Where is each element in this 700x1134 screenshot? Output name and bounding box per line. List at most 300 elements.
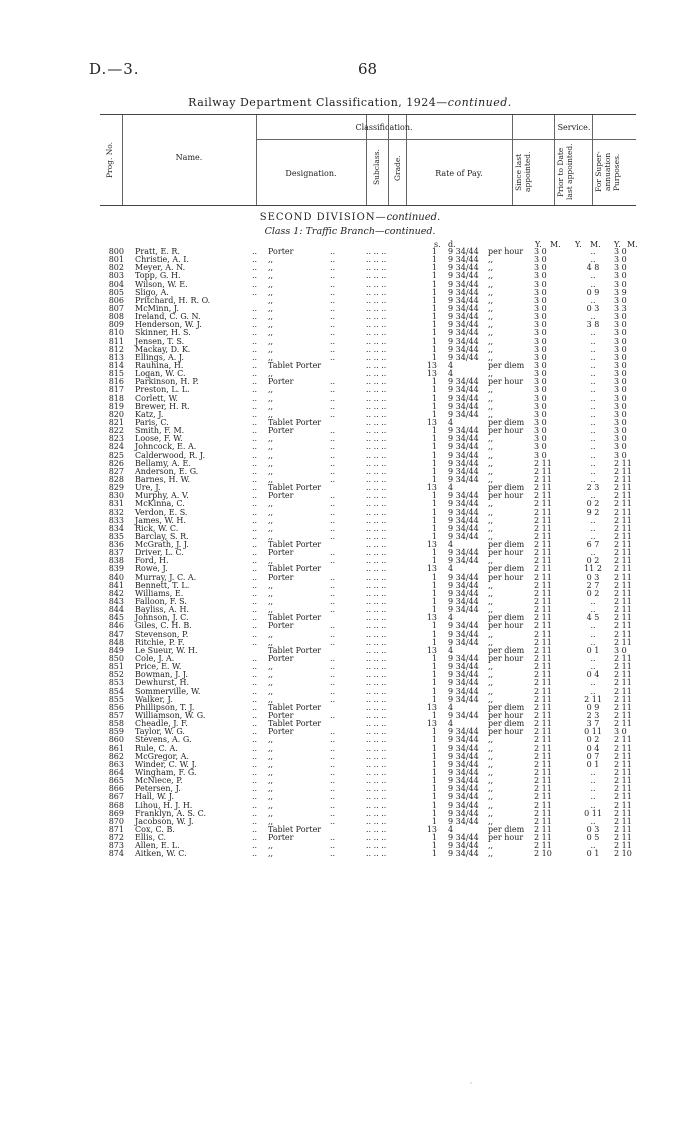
- employee-name: Williamson, W. G.: [135, 711, 206, 721]
- service-prior: ..: [590, 686, 596, 696]
- service-prior: ..: [590, 531, 596, 541]
- leader-dots: .. .. ..: [366, 540, 387, 550]
- prog-no: 810: [108, 328, 124, 338]
- prog-no: 861: [108, 743, 124, 753]
- leader-dots: ..: [252, 816, 258, 826]
- leader-dots: ..: [330, 426, 336, 436]
- prog-no: 803: [108, 271, 124, 281]
- prog-no: 868: [108, 800, 124, 810]
- designation: ,,: [268, 637, 274, 647]
- leader-dots: ..: [252, 719, 258, 729]
- employee-name: Brewer, H. R.: [135, 401, 190, 411]
- service-prior: ..: [590, 442, 596, 452]
- leader-dots: .. .. ..: [366, 686, 387, 696]
- prog-no: 825: [108, 450, 124, 460]
- service-prior: ..: [590, 629, 596, 639]
- service-since-last: 3 0: [534, 426, 547, 436]
- leader-dots: .. .. ..: [366, 287, 387, 297]
- pay-period: ,,: [488, 466, 494, 476]
- pay-period: ,,: [488, 792, 494, 802]
- rate-of-pay: 9 34/44: [448, 377, 479, 387]
- leader-dots: .. .. ..: [366, 271, 387, 281]
- leader-dots: .. .. ..: [366, 588, 387, 598]
- leader-dots: ..: [330, 287, 336, 297]
- service-since-last: 2 11: [534, 735, 552, 745]
- designation: ,,: [268, 743, 274, 753]
- leader-dots: ..: [330, 637, 336, 647]
- prog-no: 835: [108, 531, 124, 541]
- leader-dots: ..: [330, 458, 336, 468]
- prog-no: 834: [108, 523, 124, 533]
- leader-dots: ..: [252, 613, 258, 623]
- leader-dots: ..: [252, 271, 258, 281]
- subclass: 1: [431, 678, 437, 688]
- employee-name: Pritchard, H. R. O.: [135, 295, 211, 305]
- rate-of-pay: 9 34/44: [448, 759, 479, 769]
- service-superannuation: 3 0: [614, 271, 627, 281]
- service-prior: ..: [590, 312, 596, 322]
- prog-no: 813: [108, 352, 124, 362]
- leader-dots: ..: [330, 686, 336, 696]
- subclass: 13: [426, 417, 437, 427]
- service-superannuation: 2 11: [614, 702, 632, 712]
- leader-dots: ..: [252, 352, 258, 362]
- pay-period: ,,: [488, 255, 494, 265]
- divider: [512, 139, 636, 140]
- service-since-last: 2 11: [534, 572, 552, 582]
- subclass: 1: [431, 328, 437, 338]
- rate-of-pay: 9 34/44: [448, 678, 479, 688]
- rate-of-pay: 9 34/44: [448, 515, 479, 525]
- leader-dots: ..: [330, 792, 336, 802]
- service-since-last: 2 11: [534, 727, 552, 737]
- designation: ,,: [268, 768, 274, 777]
- service-prior: ..: [590, 800, 596, 810]
- prog-no: 869: [108, 808, 124, 818]
- rate-of-pay: 9 34/44: [448, 556, 479, 566]
- leader-dots: ..: [252, 735, 258, 745]
- employee-name: McMinn, J.: [135, 303, 179, 313]
- prog-no: 870: [108, 816, 124, 826]
- service-prior: ..: [590, 401, 596, 411]
- document-code: D.—3.: [89, 60, 140, 78]
- rate-of-pay: 9 34/44: [448, 344, 479, 354]
- employee-name: Pratt, E. R.: [135, 247, 180, 256]
- service-since-last: 3 0: [534, 352, 547, 362]
- leader-dots: ..: [330, 711, 336, 721]
- service-superannuation: 3 3: [614, 303, 627, 313]
- prog-no: 867: [108, 792, 124, 802]
- leader-dots: .. .. ..: [366, 824, 387, 834]
- service-since-last: 2 11: [534, 474, 552, 484]
- pay-period: ,,: [488, 295, 494, 305]
- page-mark: ,: [470, 1077, 473, 1085]
- leader-dots: ..: [252, 474, 258, 484]
- service-since-last: 2 11: [534, 654, 552, 664]
- pay-period: ,,: [488, 409, 494, 419]
- service-superannuation: 2 11: [614, 491, 632, 501]
- subclass: 1: [431, 792, 437, 802]
- service-superannuation: 2 11: [614, 613, 632, 623]
- employee-name: Cheadle, J. F.: [135, 719, 188, 729]
- designation: ,,: [268, 352, 274, 362]
- pay-period: ,,: [488, 401, 494, 411]
- employee-name: Rowe, J.: [135, 564, 168, 574]
- leader-dots: ..: [330, 401, 336, 411]
- prog-no: 820: [108, 409, 124, 419]
- designation: ,,: [268, 328, 274, 338]
- leader-dots: ..: [330, 816, 336, 826]
- prog-no: 848: [108, 637, 124, 647]
- leader-dots: ..: [330, 768, 336, 777]
- service-superannuation: 2 11: [614, 548, 632, 558]
- pay-period: per hour: [488, 247, 524, 256]
- leader-dots: ..: [330, 320, 336, 330]
- service-superannuation: 3 0: [614, 263, 627, 273]
- pay-period: ,,: [488, 784, 494, 794]
- subclass: 13: [426, 483, 437, 493]
- pay-period: per diem: [488, 360, 525, 370]
- prog-no: 818: [108, 393, 124, 403]
- service-superannuation: 2 11: [614, 711, 632, 721]
- prior-header: Prior to Date last appointed.: [556, 143, 574, 201]
- pay-period: per diem: [488, 824, 525, 834]
- pay-period: ,,: [488, 605, 494, 615]
- service-superannuation: 3 0: [614, 352, 627, 362]
- service-since-last: 2 11: [534, 645, 552, 655]
- leader-dots: ..: [252, 507, 258, 517]
- pay-period: ,,: [488, 450, 494, 460]
- leader-dots: ..: [330, 800, 336, 810]
- designation: Tablet Porter: [268, 824, 322, 834]
- service-since-last: 2 11: [534, 540, 552, 550]
- leader-dots: .. .. ..: [366, 849, 387, 859]
- rate-of-pay: 9 34/44: [448, 686, 479, 696]
- service-superannuation: 2 11: [614, 564, 632, 574]
- leader-dots: ..: [330, 328, 336, 338]
- designation: ,,: [268, 499, 274, 509]
- employee-name: Bowman, J. J.: [135, 670, 188, 680]
- leader-dots: ..: [330, 654, 336, 664]
- leader-dots: .. .. ..: [366, 776, 387, 786]
- pay-period: ,,: [488, 507, 494, 517]
- service-superannuation: 2 11: [614, 483, 632, 493]
- leader-dots: ..: [252, 393, 258, 403]
- service-superannuation: 2 11: [614, 719, 632, 729]
- subclass: 13: [426, 360, 437, 370]
- employee-name: Jacobson, W. J.: [135, 816, 194, 826]
- designation: ,,: [268, 385, 274, 395]
- leader-dots: ..: [252, 605, 258, 615]
- service-superannuation: 3 0: [614, 426, 627, 436]
- rate-of-pay: 9 34/44: [448, 694, 479, 704]
- leader-dots: .. .. ..: [366, 605, 387, 615]
- service-since-last: 2 11: [534, 621, 552, 631]
- service-superannuation: 2 11: [614, 588, 632, 598]
- designation: ,,: [268, 312, 274, 322]
- service-prior: 0 2: [586, 735, 600, 745]
- leader-dots: ..: [252, 833, 258, 843]
- leader-dots: ..: [252, 426, 258, 436]
- subclass: 1: [431, 735, 437, 745]
- prog-no: 836: [108, 540, 124, 550]
- leader-dots: .. .. ..: [366, 474, 387, 484]
- employee-name: Katz, J.: [135, 409, 164, 419]
- service-since-last: 3 0: [534, 295, 547, 305]
- service-prior: ..: [590, 369, 596, 379]
- service-superannuation: 3 0: [614, 320, 627, 330]
- leader-dots: .. .. ..: [366, 629, 387, 639]
- leader-dots: ..: [252, 841, 258, 851]
- employee-name: Ford, H.: [135, 556, 169, 566]
- pay-period: ,,: [488, 751, 494, 761]
- service-superannuation: 3 0: [614, 295, 627, 305]
- rate-of-pay: 9 34/44: [448, 654, 479, 664]
- leader-dots: .. .. ..: [366, 751, 387, 761]
- service-since-last: 2 11: [534, 483, 552, 493]
- employee-name: Preston, L. L.: [135, 385, 190, 395]
- employee-name: Rauhina, H.: [135, 360, 184, 370]
- designation: ,,: [268, 678, 274, 688]
- pay-period: ,,: [488, 328, 494, 338]
- leader-dots: ..: [330, 312, 336, 322]
- subclass: 1: [431, 751, 437, 761]
- employee-name: Falloon, F. S.: [135, 597, 187, 607]
- pay-period: ,,: [488, 344, 494, 354]
- service-superannuation: 2 11: [614, 515, 632, 525]
- subclass: 1: [431, 605, 437, 615]
- superannuation-header: For Super-annuation Purposes.: [594, 151, 621, 193]
- service-since-last: 2 11: [534, 686, 552, 696]
- rate-of-pay: 9 34/44: [448, 792, 479, 802]
- employee-name: Walker, J.: [135, 694, 173, 704]
- designation: ,,: [268, 393, 274, 403]
- prog-no: 811: [108, 336, 124, 346]
- leader-dots: .. .. ..: [366, 833, 387, 843]
- employee-name: Mackay, D. K.: [135, 344, 191, 354]
- since-last-header: Since last appointed.: [514, 151, 532, 193]
- prog-no: 815: [108, 369, 124, 379]
- designation: ,,: [268, 515, 274, 525]
- prog-no: 816: [108, 377, 124, 387]
- rate-of-pay: 9 34/44: [448, 287, 479, 297]
- leader-dots: ..: [330, 556, 336, 566]
- leader-dots: .. .. ..: [366, 694, 387, 704]
- leader-dots: ..: [330, 580, 336, 590]
- leader-dots: ..: [330, 491, 336, 501]
- subclass: 13: [426, 369, 437, 379]
- service-superannuation: 2 11: [614, 800, 632, 810]
- grade-header: Grade.: [393, 155, 402, 181]
- prog-no: 863: [108, 759, 124, 769]
- service-since-last: 2 11: [534, 588, 552, 598]
- service-superannuation: 2 11: [614, 466, 632, 476]
- designation: ,,: [268, 263, 274, 273]
- designation: ,,: [268, 694, 274, 704]
- prog-no: 849: [108, 645, 124, 655]
- leader-dots: .. .. ..: [366, 808, 387, 818]
- leader-dots: .. .. ..: [366, 735, 387, 745]
- service-superannuation: 2 11: [614, 808, 632, 818]
- pay-period: ,,: [488, 670, 494, 680]
- service-prior: ..: [590, 426, 596, 436]
- designation: ,,: [268, 588, 274, 598]
- leader-dots: .. .. ..: [366, 312, 387, 322]
- rate-of-pay: 9 34/44: [448, 849, 479, 859]
- classification-header: Classification.: [355, 123, 413, 132]
- leader-dots: ..: [330, 271, 336, 281]
- designation: ,,: [268, 271, 274, 281]
- service-prior: ..: [590, 450, 596, 460]
- subclass: 13: [426, 645, 437, 655]
- service-superannuation: 3 0: [614, 434, 627, 444]
- service-prior: ..: [590, 247, 596, 256]
- employee-name: Johncock, E. A.: [135, 442, 197, 452]
- pay-period: ,,: [488, 597, 494, 607]
- leader-dots: .. .. ..: [366, 491, 387, 501]
- service-prior: ..: [590, 409, 596, 419]
- subclass: 1: [431, 800, 437, 810]
- divider: [256, 139, 512, 140]
- prog-no: 809: [108, 320, 124, 330]
- service-prior: 4 5: [586, 613, 600, 623]
- subclass: 1: [431, 784, 437, 794]
- service-since-last: 2 11: [534, 743, 552, 753]
- service-prior: ..: [590, 597, 596, 607]
- service-prior: ..: [590, 377, 596, 387]
- table-row: [0, 850, 700, 858]
- service-since-last: 2 11: [534, 637, 552, 647]
- rate-of-pay: 9 34/44: [448, 629, 479, 639]
- subclass: 1: [431, 377, 437, 387]
- pay-period: per hour: [488, 711, 524, 721]
- leader-dots: ..: [252, 621, 258, 631]
- rate-of-pay: 9 34/44: [448, 312, 479, 322]
- leader-dots: ..: [330, 474, 336, 484]
- pay-period: ,,: [488, 369, 494, 379]
- employee-name: Murray, J. C. A.: [135, 572, 197, 582]
- leader-dots: ..: [252, 483, 258, 493]
- leader-dots: .. .. ..: [366, 295, 387, 305]
- leader-dots: ..: [330, 303, 336, 313]
- designation: ,,: [268, 320, 274, 330]
- leader-dots: ..: [252, 540, 258, 550]
- leader-dots: ..: [252, 759, 258, 769]
- leader-dots: .. .. ..: [366, 572, 387, 582]
- service-since-last: 3 0: [534, 247, 547, 256]
- designation: ,,: [268, 759, 274, 769]
- leader-dots: .. .. ..: [366, 401, 387, 411]
- prog-no: 832: [108, 507, 124, 517]
- service-prior: 2 11: [584, 694, 602, 704]
- subclass: 1: [431, 320, 437, 330]
- pay-period: per diem: [488, 613, 525, 623]
- service-since-last: 2 10: [534, 849, 552, 859]
- rate-of-pay: 9 34/44: [448, 295, 479, 305]
- leader-dots: ..: [252, 580, 258, 590]
- prog-no: 839: [108, 564, 124, 574]
- subclass: 1: [431, 572, 437, 582]
- leader-dots: ..: [330, 735, 336, 745]
- service-prior: ..: [590, 344, 596, 354]
- leader-dots: ..: [252, 287, 258, 297]
- prog-no: 873: [108, 841, 124, 851]
- service-since-last: 2 11: [534, 523, 552, 533]
- service-since-last: 2 11: [534, 499, 552, 509]
- leader-dots: .. .. ..: [366, 678, 387, 688]
- service-since-last: 2 11: [534, 564, 552, 574]
- employee-name: Hall, W. J.: [135, 792, 174, 802]
- subclass: 1: [431, 474, 437, 484]
- designation: Tablet Porter: [268, 702, 322, 712]
- service-superannuation: 3 0: [614, 450, 627, 460]
- rate-of-pay: 9 34/44: [448, 727, 479, 737]
- rate-of-pay: 4: [448, 540, 454, 550]
- rate-of-pay: 9 34/44: [448, 531, 479, 541]
- leader-dots: ..: [330, 263, 336, 273]
- leader-dots: ..: [252, 727, 258, 737]
- employee-name: Verdon, E. S.: [135, 507, 188, 517]
- service-superannuation: 3 0: [614, 401, 627, 411]
- prog-no: 801: [108, 255, 124, 265]
- employee-name: Driver, L. C.: [135, 548, 184, 558]
- service-superannuation: 2 11: [614, 816, 632, 826]
- service-prior: 9 2: [586, 507, 600, 517]
- rate-of-pay: 4: [448, 702, 454, 712]
- leader-dots: .. .. ..: [366, 702, 387, 712]
- subclass: 1: [431, 426, 437, 436]
- rate-of-pay: 9 34/44: [448, 458, 479, 468]
- prog-no: 871: [108, 824, 124, 834]
- subclass: 1: [431, 401, 437, 411]
- employee-name: Cole, J. A.: [135, 654, 175, 664]
- rate-of-pay: 9 34/44: [448, 743, 479, 753]
- subclass: 13: [426, 564, 437, 574]
- designation: Porter: [268, 621, 294, 631]
- subclass: 1: [431, 271, 437, 281]
- service-since-last: 3 0: [534, 360, 547, 370]
- subclass: 1: [431, 466, 437, 476]
- leader-dots: ..: [252, 670, 258, 680]
- unit-s: s.: [434, 240, 441, 249]
- service-since-last: 2 11: [534, 833, 552, 843]
- designation: Porter: [268, 491, 294, 501]
- pay-period: ,,: [488, 393, 494, 403]
- service-superannuation: 3 0: [614, 360, 627, 370]
- subclass: 1: [431, 344, 437, 354]
- leader-dots: ..: [330, 605, 336, 615]
- designation: ,,: [268, 442, 274, 452]
- service-since-last: 3 0: [534, 312, 547, 322]
- pay-period: ,,: [488, 271, 494, 281]
- leader-dots: ..: [330, 588, 336, 598]
- unit-y: Y.: [614, 240, 621, 249]
- leader-dots: ..: [330, 743, 336, 753]
- prog-no: 819: [108, 401, 124, 411]
- service-prior: 0 11: [584, 727, 602, 737]
- service-superannuation: 3 0: [614, 247, 627, 256]
- leader-dots: .. .. ..: [366, 426, 387, 436]
- unit-d: d.: [448, 240, 456, 249]
- pay-period: ,,: [488, 816, 494, 826]
- unit-y: Y.: [575, 240, 582, 249]
- pay-period: per hour: [488, 727, 524, 737]
- designation: ,,: [268, 776, 274, 786]
- employee-name: Price, E. W.: [135, 662, 182, 672]
- service-prior: 0 2: [586, 499, 600, 509]
- service-superannuation: 2 11: [614, 499, 632, 509]
- rate-of-pay: 4: [448, 824, 454, 834]
